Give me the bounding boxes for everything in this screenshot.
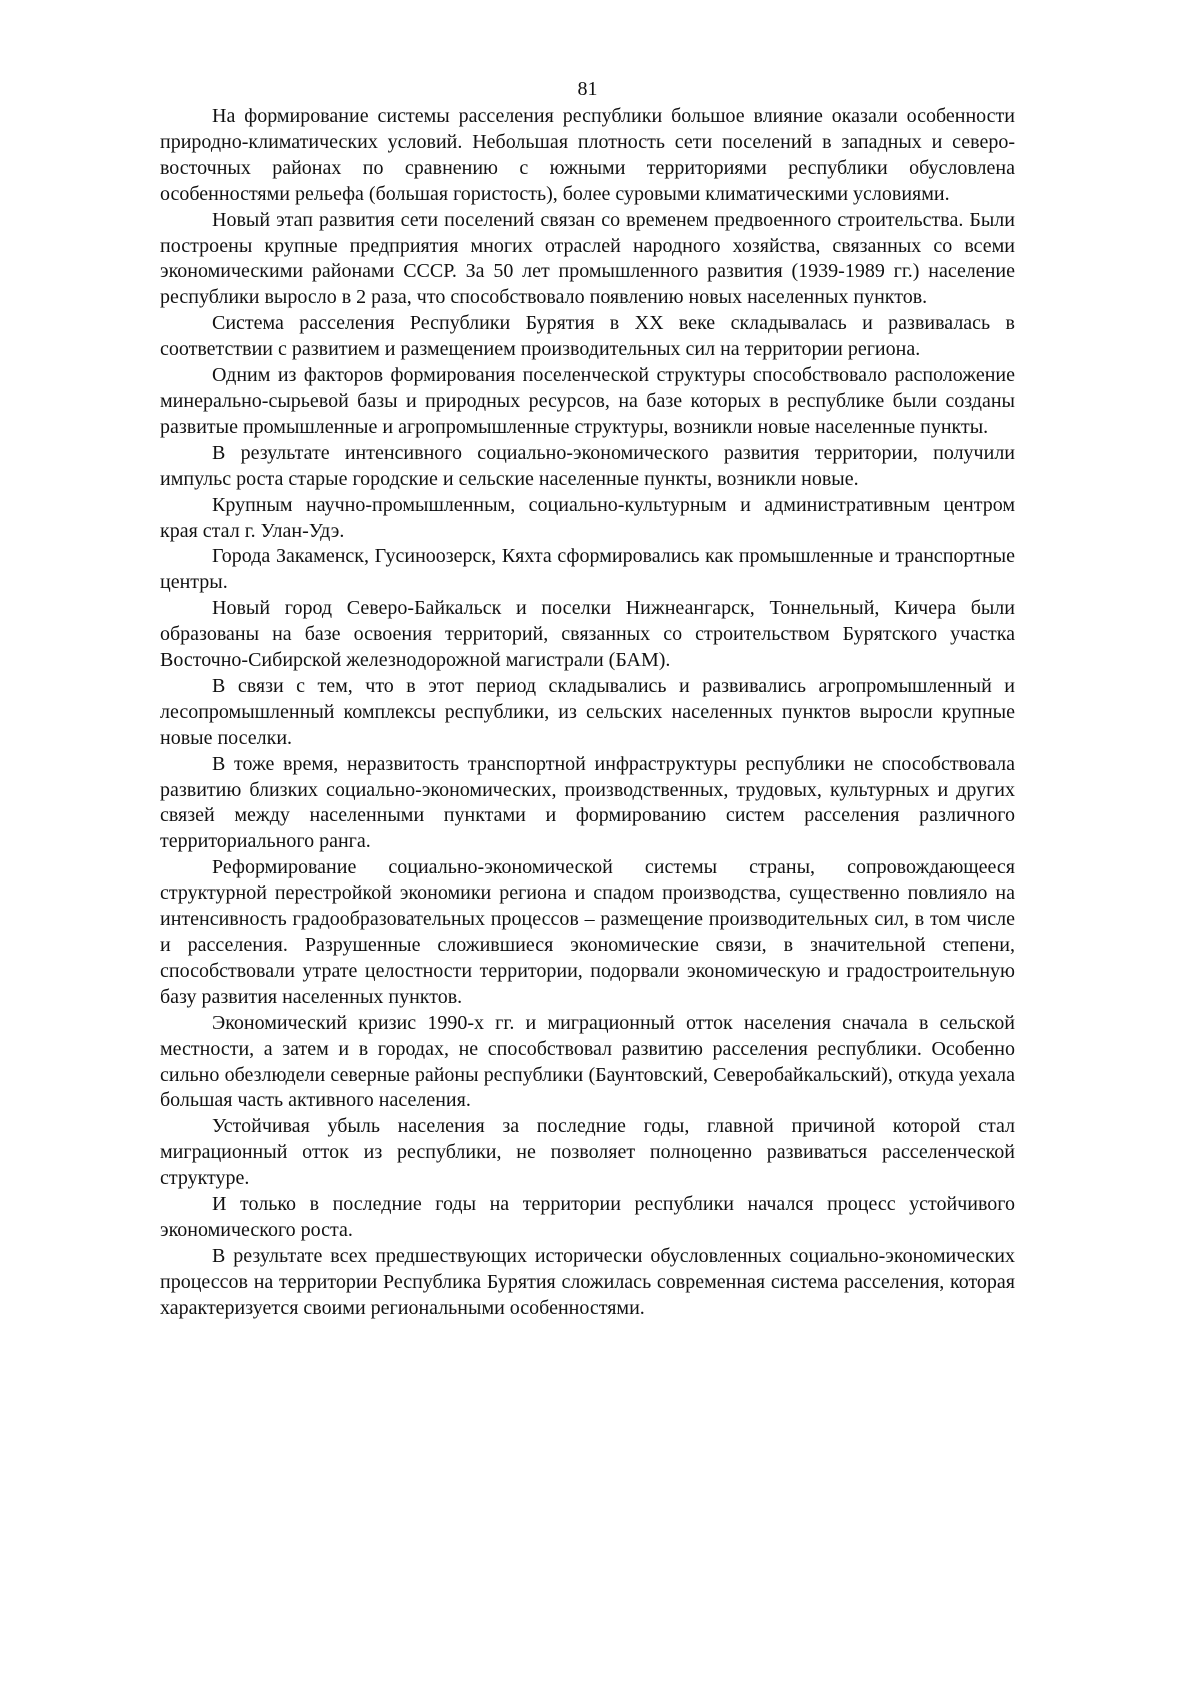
article-body — [160, 104, 1015, 1322]
page-number: 81 — [577, 78, 598, 100]
paragraph: Новый этап развития сети поселений связан со временем предвоенного строительства. Были построены крупные предприятия многих отраслей народного хозяйства, связанных со всеми экономическими районами СССР. За 50 лет промышленного развития (1939-1989 гг.) население республики выросло в 2 раза, что способствовало появлению новых населенных пунктов. — [160, 208, 1015, 309]
paragraph: В тоже время, неразвитость транспортной инфраструктуры республики не способствовала развитию близких социально-экономических, производственных, трудовых, культурных и других связей между населенными пунктами и формированию систем расселения различного территориального ранга. — [160, 752, 1015, 853]
page-header — [160, 76, 1015, 104]
paragraph: В результате всех предшествующих исторически обусловленных социально-экономических процессов на территории Республика Бурятия сложилась современная система расселения, которая характеризуется своими региональными особенностями. — [160, 1244, 1015, 1319]
paragraph: Одним из факторов формирования поселенческой структуры способствовало расположение минерально-сырьевой базы и природных ресурсов, на базе которых в республике были созданы развитые промышленные и агропромышленные структуры, возникли новые населенные пункты. — [160, 364, 1015, 438]
paragraph: В результате интенсивного социально-экономического развития территории, получили импульс роста старые городские и сельские населенные пункты, возникли новые. — [160, 441, 1015, 490]
paragraph: Новый город Северо-Байкальск и поселки Нижнеангарск, Тоннельный, Кичера были образованы на базе освоения территорий, связанных со строительством Бурятского участка Восточно-Сибирской железнодорожной магистрали (БАМ). — [160, 597, 1015, 672]
paragraph: Города Закаменск, Гусиноозерск, Кяхта сформировались как промышленные и транспортные центры. — [160, 545, 1015, 594]
paragraph: Крупным научно-промышленным, социально-культурным и административным центром края стал г. Улан-Удэ. — [160, 493, 1015, 542]
paragraph: Экономический кризис 1990-х гг. и миграционный отток населения сначала в сельской местности, а затем и в городах, не способствовал развитию расселения республики. Особенно сильно обезлюдели северные районы республики (Баунтовский, Северобайкальский), откуда уехала большая часть активного населения. — [160, 1011, 1015, 1112]
paragraph: В связи с тем, что в этот период складывались и развивались агропромышленный и лесопромышленный комплексы республики, из сельских населенных пунктов выросли крупные новые поселки. — [160, 674, 1015, 749]
paragraph: Система расселения Республики Бурятия в XX веке складывалась и развивалась в соответствии с развитием и размещением производительных сил на территории региона. — [160, 312, 1015, 361]
paragraph: Устойчивая убыль населения за последние годы, главной причиной которой стал миграционный отток из республики, не позволяет полноценно развиваться расселенческой структуре. — [160, 1115, 1015, 1190]
paragraph: Реформирование социально-экономической системы страны, сопровождающееся структурной перестройкой экономики региона и спадом производства, существенно повлияло на интенсивность градообразовательных процессов – размещение производительных сил, в том числе и расселения. Разрушенные сложившиеся экономические связи, в значительной степени, способствовали утрате целостности территории, подорвали экономическую и градостроительную базу развития населенных пунктов. — [160, 856, 1015, 1008]
paragraph: На формирование системы расселения республики большое влияние оказали особенности природно-климатических условий. Небольшая плотность сети поселений в западных и северо-восточных районах по сравнению с южными территориями республики обусловлена особенностями рельефа (большая гористость), более суровыми климатическими условиями. — [160, 105, 1015, 205]
paragraph: И только в последние годы на территории республики начался процесс устойчивого экономического роста. — [160, 1193, 1015, 1241]
